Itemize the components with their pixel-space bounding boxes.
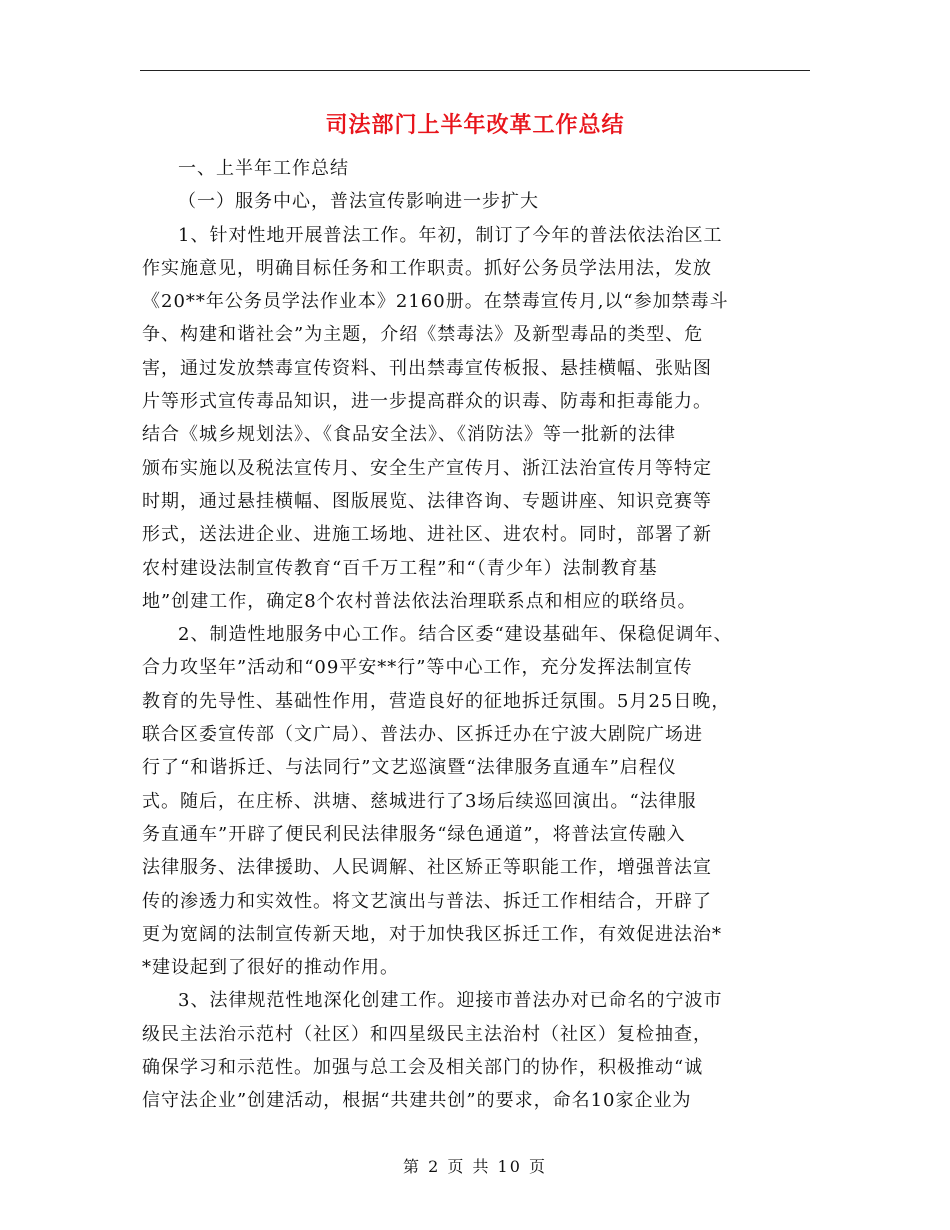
paragraph-line: 2、制造性地服务中心工作。结合区委“建设基础年、保稳促调年、 — [178, 624, 733, 646]
paragraph-line: 作实施意见，明确目标任务和工作职责。抓好公务员学法用法，发放 — [142, 257, 712, 279]
paragraph-line: 片等形式宣传毒品知识，进一步提高群众的识毒、防毒和拒毒能力。 — [142, 391, 712, 413]
paragraph-line: *建设起到了很好的推动作用。 — [142, 957, 399, 979]
document-body — [142, 152, 822, 1118]
page-footer: 第 2 页 共 10 页 — [403, 1157, 547, 1176]
paragraph-line: 争、构建和谐社会”为主题，介绍《禁毒法》及新型毒品的类型、危 — [142, 324, 704, 346]
paragraph-line: 法律服务、法律援助、人民调解、社区矫正等职能工作，增强普法宣 — [142, 857, 712, 879]
paragraph-line: 地”创建工作，确定8个农村普法依法治理联系点和相应的联络员。 — [142, 590, 697, 612]
paragraph-line: 1、针对性地开展普法工作。年初，制订了今年的普法依法治区工 — [178, 224, 723, 246]
paragraph-line: （一）服务中心，普法宣传影响进一步扩大 — [178, 191, 539, 213]
paragraph-line: 信守法企业”创建活动，根据“共建共创”的要求，命名10家企业为 — [142, 1090, 692, 1112]
document-title: 司法部门上半年改革工作总结 — [325, 112, 625, 138]
paragraph-line: 颁布实施以及税法宣传月、安全生产宣传月、浙江法治宣传月等特定 — [142, 457, 712, 479]
paragraph-line: 行了“和谐拆迁、与法同行”文艺巡演暨“法律服务直通车”启程仪 — [142, 757, 677, 779]
paragraph-line: 务直通车”开辟了便民利民法律服务“绿色通道”，将普法宣传融入 — [142, 823, 686, 845]
paragraph-line: 传的渗透力和实效性。将文艺演出与普法、拆迁工作相结合，开辟了 — [142, 890, 712, 912]
paragraph-line: 形式，送法进企业、进施工场地、进社区、进农村。同时，部署了新 — [142, 524, 712, 546]
paragraph-line: 确保学习和示范性。加强与总工会及相关部门的协作，积极推动“诚 — [142, 1057, 704, 1079]
paragraph-line: 时期，通过悬挂横幅、图版展览、法律咨询、专题讲座、知识竞赛等 — [142, 490, 712, 512]
paragraph-line: 《20**年公务员学法作业本》2160册。在禁毒宣传月,以“参加禁毒斗 — [142, 291, 729, 313]
paragraph-line: 教育的先导性、基础性作用，营造良好的征地拆迁氛围。5月25日晚， — [142, 690, 731, 712]
paragraph-line: 更为宽阔的法制宣传新天地，对于加快我区拆迁工作，有效促进法治* — [142, 923, 722, 945]
paragraph-line: 合力攻坚年”活动和“09平安**行”等中心工作，充分发挥法制宣传 — [142, 657, 693, 679]
paragraph-line: 联合区委宣传部（文广局）、普法办、区拆迁办在宁波大剧院广场进 — [142, 724, 703, 746]
paragraph-line: 一、上半年工作总结 — [178, 158, 349, 179]
paragraph-line: 式。随后，在庄桥、洪塘、慈城进行了3场后续巡回演出。“法律服 — [142, 790, 697, 812]
paragraph-line: 级民主法治示范村（社区）和四星级民主法治村（社区）复检抽查， — [142, 1023, 712, 1045]
header-rule — [140, 70, 810, 71]
paragraph-line: 害，通过发放禁毒宣传资料、刊出禁毒宣传板报、悬挂横幅、张贴图 — [142, 357, 712, 379]
paragraph-line: 农村建设法制宣传教育“百千万工程”和“（青少年）法制教育基 — [142, 557, 658, 579]
paragraph-line: 3、法律规范性地深化创建工作。迎接市普法办对已命名的宁波市 — [178, 990, 723, 1012]
paragraph-line: 结合《城乡规划法》、《食品安全法》、《消防法》等一批新的法律 — [142, 424, 676, 446]
